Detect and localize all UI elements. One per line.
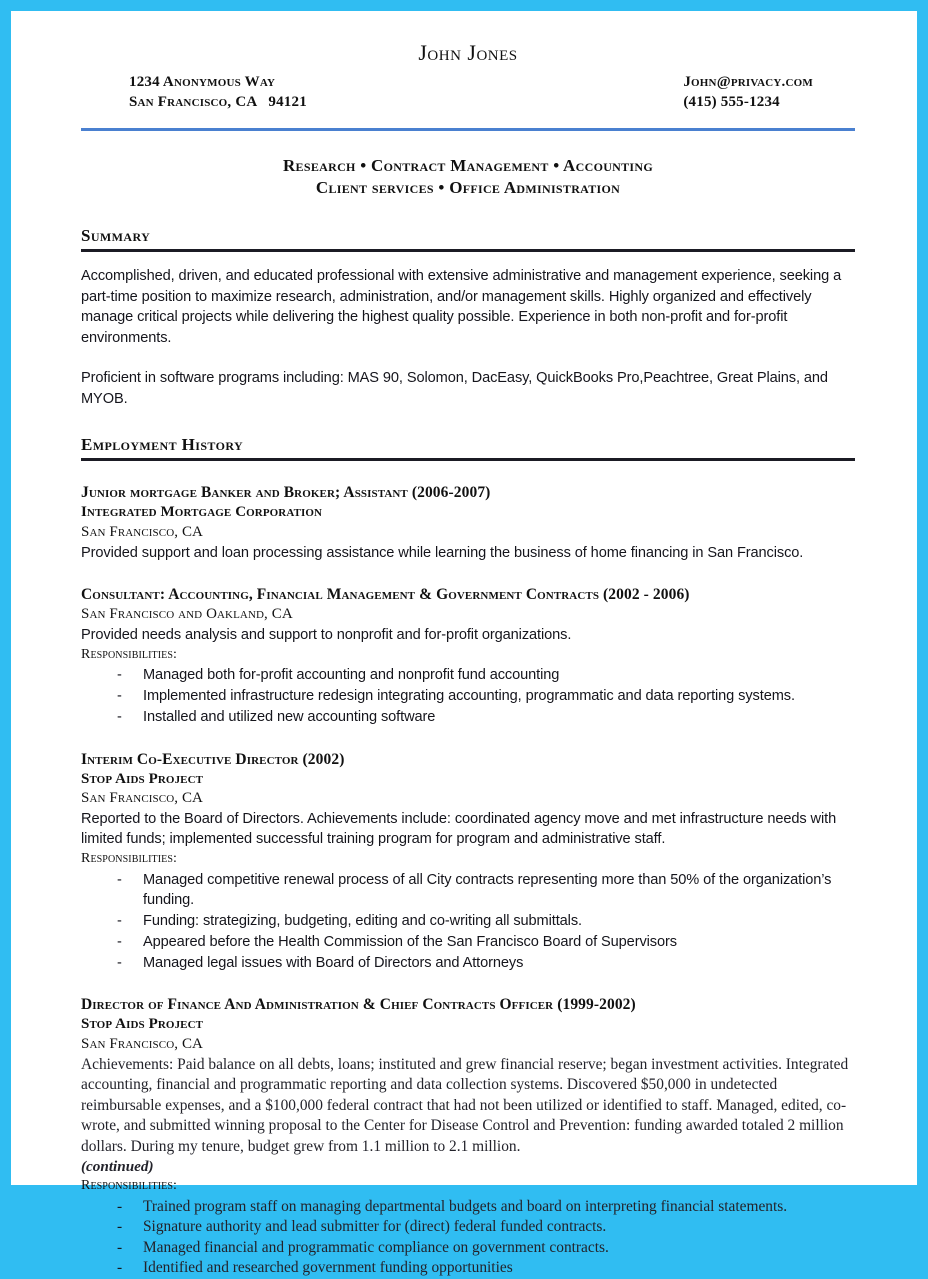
job-location: San Francisco, CA xyxy=(81,523,203,540)
responsibilities-label: Responsibilities: xyxy=(81,1177,178,1193)
job-title: Interim Co-Executive Director (2002) xyxy=(81,750,345,768)
contact-address xyxy=(129,73,307,113)
list-item: - Managed both for-profit accounting and nonprofit fund accounting xyxy=(81,665,855,686)
summary-body xyxy=(81,266,855,409)
continued-note: (continued) xyxy=(81,1158,154,1176)
contact-block xyxy=(81,73,855,113)
employment-heading: Employment History xyxy=(81,435,244,455)
summary-heading-rule xyxy=(81,249,855,252)
tagline-line-1: Research • Contract Management • Accounting xyxy=(282,155,654,175)
email-text[interactable]: John@privacy.com xyxy=(683,74,813,91)
responsibilities-list xyxy=(81,870,855,974)
address-line-1: 1234 Anonymous Way xyxy=(129,74,276,91)
tagline-line-2: Client services • Office Administration xyxy=(315,178,621,198)
job-entry xyxy=(81,750,855,974)
summary-paragraph-1: Accomplished, driven, and educated professional with extensive administrative and management experience, seeking a part-time position to maximize research, administration, and/or management skills. Highly organized and effectively manage critical projects while delivering the highest quality possible. Experience in both non-profit and for-profit environments. xyxy=(81,268,842,347)
job-company: Stop Aids Project xyxy=(81,770,204,787)
list-item: - Trained program staff on managing departmental budgets and board on interpreting financial statements. xyxy=(81,1197,855,1217)
list-item: - Implemented infrastructure redesign integrating accounting, programmatic and data reporting systems. xyxy=(81,686,855,707)
job-title: Consultant: Accounting, Financial Management & Government Contracts (2002 - 2006) xyxy=(81,586,690,604)
resume-header xyxy=(81,41,855,131)
phone-text: (415) 555-1234 xyxy=(683,93,780,110)
list-item: - Installed and utilized new accounting software xyxy=(81,707,855,728)
job-company: Stop Aids Project xyxy=(81,1016,204,1033)
summary-heading: Summary xyxy=(81,226,151,245)
job-location: San Francisco, CA xyxy=(81,790,203,807)
job-entry xyxy=(81,483,855,563)
responsibilities-list xyxy=(81,1197,855,1279)
responsibilities-label: Responsibilities: xyxy=(81,646,178,662)
specialties-tagline xyxy=(81,155,855,200)
responsibilities-list xyxy=(81,665,855,727)
job-description: Provided needs analysis and support to nonprofit and for-profit organizations. xyxy=(81,627,572,644)
contact-details xyxy=(683,73,813,113)
job-description: Achievements: Paid balance on all debts, loans; instituted and grew financial reserve; began investment activities. Integrated accounting, financial and programmatic reporting and data collection systems. Discovered $50,000 in undetected reimbursable expenses, and a $100,000 federal contract that had not been utilized or identified to staff. Managed, edited, co-wrote, and submitted winning proposal to the Center for Disease Control and Prevention: funding awarded totaled 2 million dollars. During my tenure, budget grew from 1.1 million to 2.1 million. xyxy=(81,1055,849,1155)
list-item: - Signature authority and lead submitter for (direct) federal funded contracts. xyxy=(81,1217,855,1237)
job-entry xyxy=(81,995,855,1278)
list-item: - Managed legal issues with Board of Directors and Attorneys xyxy=(81,953,855,974)
page-title: John Jones xyxy=(418,40,518,65)
responsibilities-label: Responsibilities: xyxy=(81,850,178,866)
list-item: - Funding: strategizing, budgeting, editing and co-writing all submittals. xyxy=(81,911,855,932)
employment-heading-rule xyxy=(81,458,855,461)
job-location: San Francisco and Oakland, CA xyxy=(81,606,293,623)
list-item: - Managed competitive renewal process of all City contracts representing more than 50% of the organization’s funding. xyxy=(81,870,855,911)
resume-page xyxy=(11,11,917,1277)
job-description: Provided support and loan processing assistance while learning the business of home financing in San Francisco. xyxy=(81,544,804,561)
job-location: San Francisco, CA xyxy=(81,1035,203,1052)
summary-paragraph-2: Proficient in software programs including: MAS 90, Solomon, DacEasy, QuickBooks Pro,Peachtree, Great Plains, and MYOB. xyxy=(81,369,828,407)
job-title: Director of Finance And Administration & Chief Contracts Officer (1999-2002) xyxy=(81,996,636,1014)
job-description: Reported to the Board of Directors. Achievements include: coordinated agency move and met infrastructure needs with limited funds; implemented successful training program for program and administrative staff. xyxy=(81,811,837,848)
job-company: Integrated Mortgage Corporation xyxy=(81,504,323,521)
list-item: - Identified and researched government funding opportunities xyxy=(81,1258,855,1278)
job-title: Junior mortgage Banker and Broker; Assistant (2006-2007) xyxy=(81,484,491,502)
list-item: - Managed financial and programmatic compliance on government contracts. xyxy=(81,1238,855,1258)
list-item: - Appeared before the Health Commission of the San Francisco Board of Supervisors xyxy=(81,932,855,953)
header-divider xyxy=(81,128,855,131)
address-line-2: San Francisco, CA 94121 xyxy=(129,93,307,110)
job-entry xyxy=(81,585,855,727)
